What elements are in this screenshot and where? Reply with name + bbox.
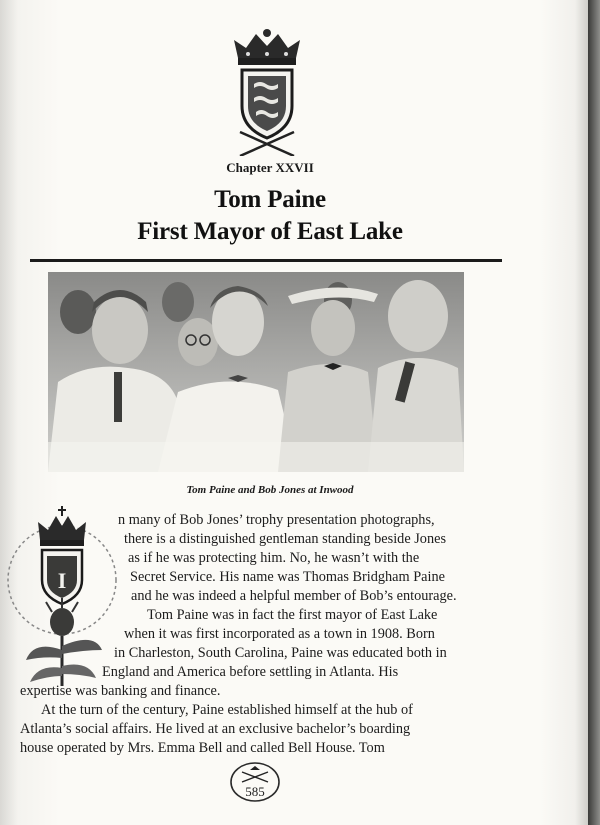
body-line: England and America before settling in Atlanta. His: [102, 664, 399, 680]
body-line: house operated by Mrs. Emma Bell and called Bell House. Tom: [20, 740, 385, 756]
page-number: 585: [245, 784, 265, 799]
body-line: Tom Paine was in fact the first mayor of East Lake: [147, 607, 438, 623]
body-line: expertise was banking and finance.: [20, 683, 221, 699]
book-spine-edge: [588, 0, 600, 825]
thistle-emblem-icon: [4, 500, 120, 690]
chapter-label: Chapter XXVII: [226, 160, 314, 175]
badge-letter: I: [57, 568, 67, 593]
body-line: there is a distinguished gentleman standing beside Jones: [124, 531, 447, 547]
chapter-title-line-1: Tom Paine: [214, 186, 326, 213]
body-line: Atlanta’s social affairs. He lived at an exclusive bachelor’s boarding: [20, 721, 411, 737]
photo-caption: Tom Paine and Bob Jones at Inwood: [186, 484, 354, 496]
royal-crest-icon: [226, 28, 308, 156]
body-line: as if he was protecting him. No, he wasn’t with the: [128, 550, 420, 566]
body-line: when it was first incorporated as a town in 1908. Born: [124, 626, 435, 642]
body-line: n many of Bob Jones’ trophy presentation photographs,: [118, 512, 435, 528]
body-line: Secret Service. His name was Thomas Bridgham Paine: [130, 569, 445, 585]
body-line: in Charleston, South Carolina, Paine was educated both in: [114, 645, 447, 661]
chapter-title-line-2: First Mayor of East Lake: [137, 218, 403, 245]
body-line: At the turn of the century, Paine established himself at the hub of: [41, 702, 413, 718]
title-divider: [30, 259, 502, 262]
historical-photograph: [48, 272, 464, 472]
body-line: and he was indeed a helpful member of Bob’s entourage.: [131, 588, 457, 604]
